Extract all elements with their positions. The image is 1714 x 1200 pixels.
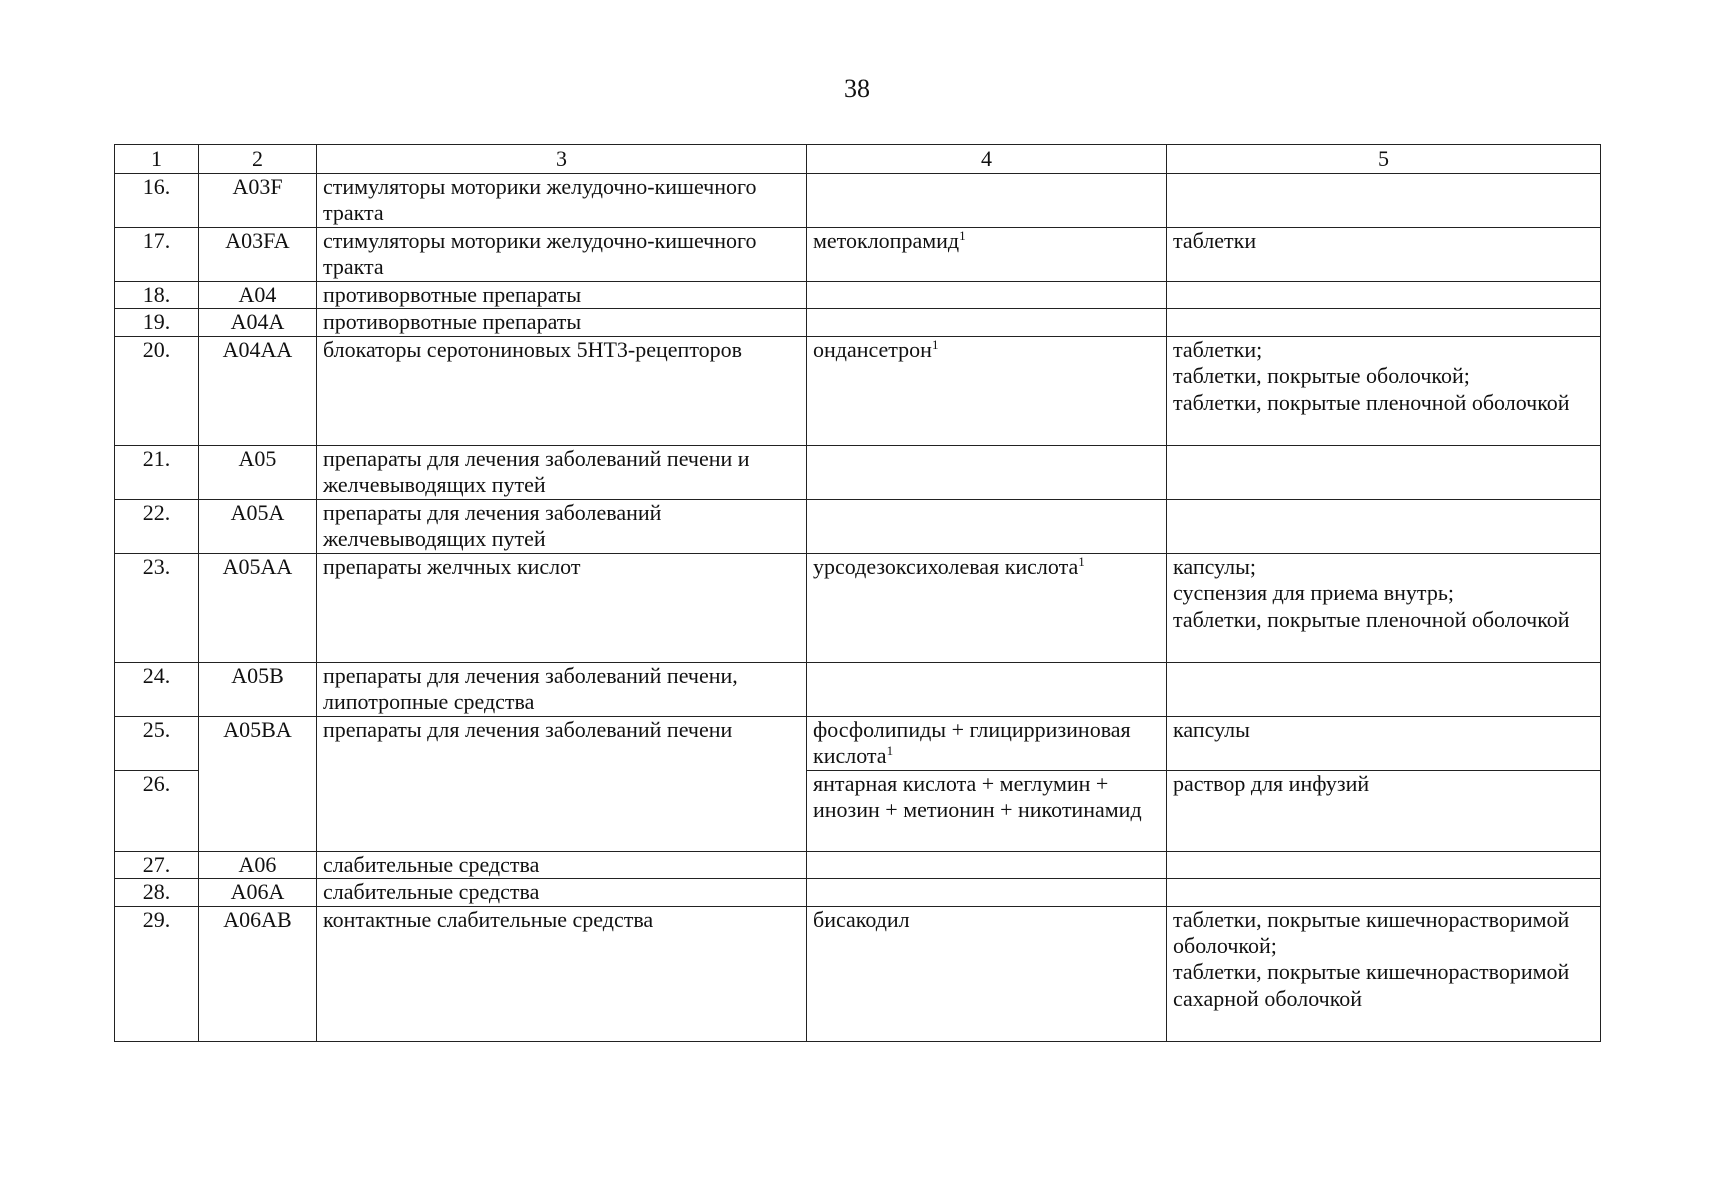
drug-name-text: бисакодил bbox=[813, 906, 910, 932]
column-header: 2 bbox=[199, 145, 317, 174]
atc-code: A06A bbox=[199, 879, 317, 906]
dosage-form: таблетки bbox=[1167, 228, 1601, 282]
pharmacological-group: препараты для лечения заболеваний печени bbox=[317, 716, 807, 851]
dosage-form bbox=[1167, 879, 1601, 906]
pharmacological-group: противорвотные препараты bbox=[317, 282, 807, 309]
page-number: 38 bbox=[844, 74, 870, 103]
dosage-form bbox=[1167, 851, 1601, 878]
footnote-mark: 1 bbox=[959, 228, 966, 243]
drug-name bbox=[807, 851, 1167, 878]
drug-name bbox=[807, 445, 1167, 499]
row-number: 23. bbox=[115, 553, 199, 662]
drug-name bbox=[807, 716, 1167, 770]
table-row bbox=[115, 336, 1601, 445]
drug-name bbox=[807, 309, 1167, 336]
table-row bbox=[115, 309, 1601, 336]
table-row bbox=[115, 906, 1601, 1041]
table-row bbox=[115, 851, 1601, 878]
dosage-form bbox=[1167, 499, 1601, 553]
pharmacological-group: слабительные средства bbox=[317, 851, 807, 878]
row-number: 28. bbox=[115, 879, 199, 906]
row-number: 22. bbox=[115, 499, 199, 553]
dosage-form: капсулы; суспензия для приема внутрь; таблетки, покрытые пленочной оболочкой bbox=[1167, 553, 1601, 662]
atc-code: A05AA bbox=[199, 553, 317, 662]
pharmacological-group: стимуляторы моторики желудочно-кишечного тракта bbox=[317, 174, 807, 228]
pharmacological-group: препараты желчных кислот bbox=[317, 553, 807, 662]
pharmacological-group: слабительные средства bbox=[317, 879, 807, 906]
drug-list-table bbox=[114, 144, 1601, 1042]
drug-name bbox=[807, 499, 1167, 553]
drug-name bbox=[807, 879, 1167, 906]
table-row bbox=[115, 553, 1601, 662]
atc-code: A03F bbox=[199, 174, 317, 228]
drug-name bbox=[807, 662, 1167, 716]
row-number: 19. bbox=[115, 309, 199, 336]
row-number: 21. bbox=[115, 445, 199, 499]
row-number: 17. bbox=[115, 228, 199, 282]
table-row bbox=[115, 282, 1601, 309]
pharmacological-group: препараты для лечения заболеваний печени, липотропные средства bbox=[317, 662, 807, 716]
atc-code: A06 bbox=[199, 851, 317, 878]
drug-name bbox=[807, 906, 1167, 1041]
footnote-mark: 1 bbox=[886, 743, 894, 759]
atc-code: A04AA bbox=[199, 336, 317, 445]
row-number: 20. bbox=[115, 336, 199, 445]
footnote-mark: 1 bbox=[1078, 553, 1085, 569]
table-row bbox=[115, 716, 1601, 770]
column-header: 4 bbox=[807, 145, 1167, 174]
pharmacological-group: противорвотные препараты bbox=[317, 309, 807, 336]
dosage-form: капсулы bbox=[1167, 716, 1601, 770]
drug-name bbox=[807, 553, 1167, 662]
table-row bbox=[115, 662, 1601, 716]
pharmacological-group: контактные слабительные средства bbox=[317, 906, 807, 1041]
table-row bbox=[115, 174, 1601, 228]
dosage-form: таблетки, покрытые кишечнорастворимой оболочкой; таблетки, покрытые кишечнорастворимой сахарной оболочкой bbox=[1167, 906, 1601, 1041]
atc-code: A05BA bbox=[199, 716, 317, 851]
row-number: 18. bbox=[115, 282, 199, 309]
dosage-form: таблетки; таблетки, покрытые оболочкой; таблетки, покрытые пленочной оболочкой bbox=[1167, 336, 1601, 445]
table-row bbox=[115, 879, 1601, 906]
row-number: 25. bbox=[115, 716, 199, 770]
drug-name bbox=[807, 770, 1167, 851]
drug-name-text: янтарная кислота + меглумин + инозин + метионин + никотинамид bbox=[813, 770, 1142, 823]
dosage-form: раствор для инфузий bbox=[1167, 770, 1601, 851]
dosage-form bbox=[1167, 662, 1601, 716]
drug-name bbox=[807, 336, 1167, 445]
atc-code: A04A bbox=[199, 309, 317, 336]
table-row bbox=[115, 445, 1601, 499]
pharmacological-group: блокаторы серотониновых 5HT3-рецепторов bbox=[317, 336, 807, 445]
pharmacological-group: стимуляторы моторики желудочно-кишечного тракта bbox=[317, 228, 807, 282]
column-header: 1 bbox=[115, 145, 199, 174]
atc-code: A05 bbox=[199, 445, 317, 499]
dosage-form bbox=[1167, 445, 1601, 499]
row-number: 24. bbox=[115, 662, 199, 716]
table-header-row bbox=[115, 145, 1601, 174]
drug-name-text: метоклопрамид bbox=[813, 228, 960, 253]
dosage-form bbox=[1167, 309, 1601, 336]
pharmacological-group: препараты для лечения заболеваний желчевыводящих путей bbox=[317, 499, 807, 553]
footnote-mark: 1 bbox=[931, 336, 939, 352]
drug-name bbox=[807, 282, 1167, 309]
atc-code: A05A bbox=[199, 499, 317, 553]
pharmacological-group: препараты для лечения заболеваний печени и желчевыводящих путей bbox=[317, 445, 807, 499]
atc-code: A06AB bbox=[199, 906, 317, 1041]
row-number: 27. bbox=[115, 851, 199, 878]
drug-name-text: ондансетрон bbox=[813, 336, 932, 362]
table-row bbox=[115, 228, 1601, 282]
atc-code: A04 bbox=[199, 282, 317, 309]
atc-code: A03FA bbox=[199, 228, 317, 282]
row-number: 16. bbox=[115, 174, 199, 228]
drug-name bbox=[807, 228, 1167, 282]
row-number: 29. bbox=[115, 906, 199, 1041]
table-row bbox=[115, 499, 1601, 553]
column-header: 3 bbox=[317, 145, 807, 174]
column-header: 5 bbox=[1167, 145, 1601, 174]
dosage-form bbox=[1167, 174, 1601, 228]
drug-name-text: фосфолипиды + глицирризиновая кислота bbox=[813, 716, 1131, 769]
drug-name-text: урсодезоксихолевая кислота bbox=[813, 553, 1079, 579]
atc-code: A05B bbox=[199, 662, 317, 716]
drug-name bbox=[807, 174, 1167, 228]
row-number: 26. bbox=[115, 770, 199, 851]
dosage-form bbox=[1167, 282, 1601, 309]
